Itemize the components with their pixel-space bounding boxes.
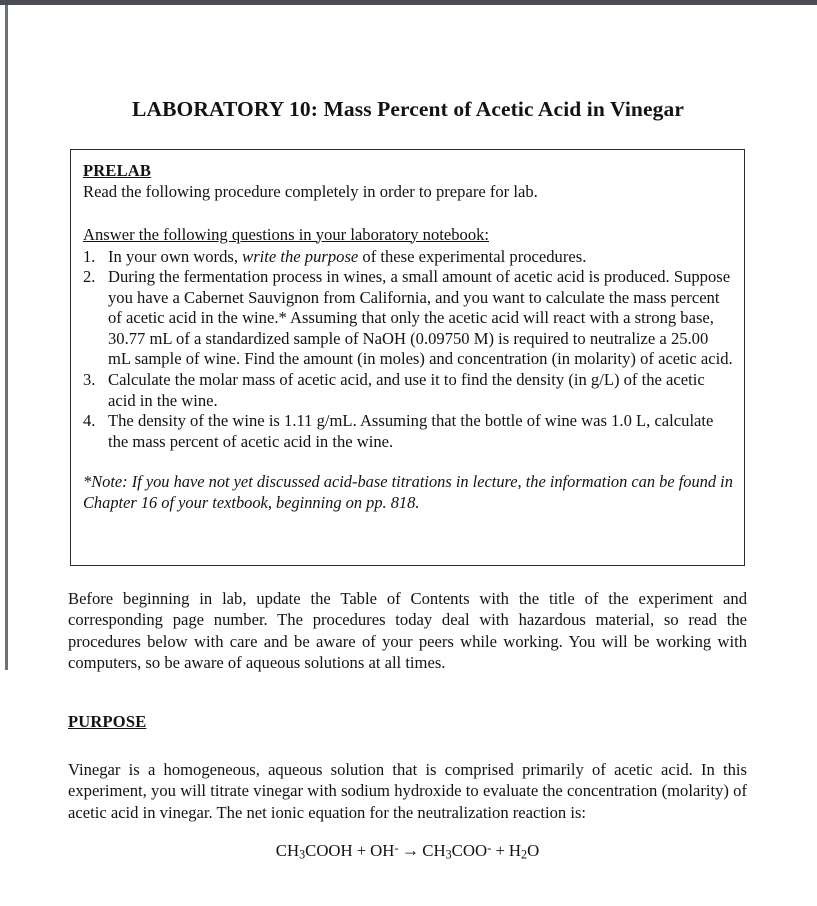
equation-product-acetate: $CH_3COO^-$ <box>422 840 492 862</box>
prelab-question-item <box>83 247 733 268</box>
list-number: 2. <box>83 267 96 287</box>
subscript: 2 <box>521 847 528 862</box>
list-text: Calculate the molar mass of acetic acid, and use it to find the density (in g/L) of the acetic acid in the wine. <box>108 370 705 410</box>
chemical-equation <box>68 840 747 863</box>
purpose-paragraph: Vinegar is a homogeneous, aqueous solution that is comprised primarily of acetic acid. In this experiment, you will titrate vinegar with sodium hydroxide to evaluate the concentration (molarity) of acetic acid in vinegar. The net ionic equation for the neutralization reaction is: <box>68 760 747 822</box>
prelab-subheading: Answer the following questions in your laboratory notebook: <box>83 224 490 244</box>
charge-superscript: - <box>394 840 399 856</box>
subscript: 3 <box>299 847 306 862</box>
equation-plus: + <box>495 841 505 860</box>
equation-plus: + <box>356 841 367 860</box>
prelab-box-content <box>83 161 733 514</box>
equation-reactant-acetic-acid: $CH_3COOH$ <box>275 841 353 862</box>
prelab-question-item <box>83 411 733 452</box>
purpose-heading: PURPOSE <box>68 712 147 731</box>
intro-paragraph: Before beginning in lab, update the Table of Contents with the title of the experiment and corresponding page number. The procedures today deal with hazardous material, so read the procedures below with care and be aware of your peers while working. You will be working with computers, so be aware of aqueous solutions at all times. <box>68 589 747 673</box>
list-number: 1. <box>83 246 96 266</box>
equation-product-water: $H_2O$ <box>508 841 540 862</box>
prelab-box <box>70 149 745 566</box>
charge-superscript: - <box>487 840 492 856</box>
prelab-heading: PRELAB <box>83 161 152 180</box>
prelab-question-list <box>83 247 733 453</box>
prelab-question-item <box>83 370 733 411</box>
prelab-intro-text: Read the following procedure completely in order to prepare for lab. <box>83 182 538 201</box>
list-text-italic: write the purpose <box>242 246 359 266</box>
prelab-footnote: *Note: If you have not yet discussed acid-base titrations in lecture, the information can be found in Chapter 16 of your textbook, beginning on pp. 818. <box>83 472 733 513</box>
list-number: 3. <box>83 370 96 390</box>
equation-reactant-hydroxide: OH- <box>370 840 399 860</box>
list-number: 4. <box>83 411 96 431</box>
reaction-arrow-icon: → <box>401 840 420 860</box>
list-text: The density of the wine is 1.11 g/mL. Assuming that the bottle of wine was 1.0 L, calculate the mass percent of acetic acid in the wine. <box>108 411 714 451</box>
subscript: 3 <box>445 847 452 862</box>
list-text: During the fermentation process in wines, a small amount of acetic acid is produced. Suppose you have a Cabernet Sauvignon from California, and you want to calculate the mass percent of acetic acid in the wine.* Assuming that only the acetic acid will react with a strong base, 30.77 mL of a standardized sample of NaOH (0.09750 M) is required to neutralize a 25.00 mL sample of wine. Find the amount (in moles) and concentration (in molarity) of acetic acid. <box>108 267 733 369</box>
list-text-before-italic: In your own words, <box>108 246 243 266</box>
prelab-question-item <box>83 267 733 370</box>
list-text-after-italic: of these experimental procedures. <box>358 246 587 266</box>
page-title: LABORATORY 10: Mass Percent of Acetic Acid in Vinegar <box>132 97 684 121</box>
